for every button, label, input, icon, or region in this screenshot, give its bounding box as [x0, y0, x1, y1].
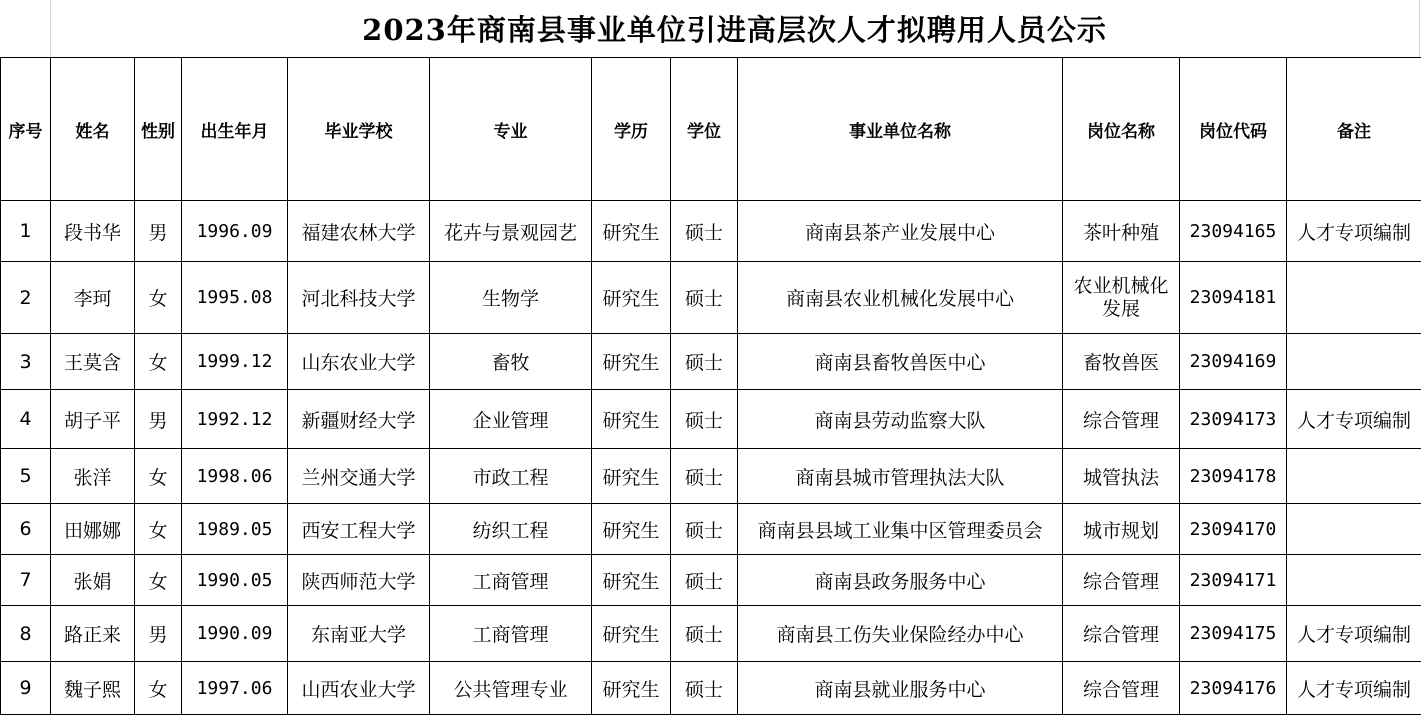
cell-note[interactable]: 人才专项编制: [1287, 201, 1421, 262]
table-row: [1, 504, 1421, 555]
cell-degree[interactable]: 硕士: [671, 334, 738, 390]
cell-seq[interactable]: 7: [1, 555, 51, 606]
cell-education[interactable]: 研究生: [592, 390, 671, 449]
cell-major[interactable]: 生物学: [430, 262, 592, 334]
header-major[interactable]: 专业: [430, 58, 592, 201]
cell-code[interactable]: 23094181: [1180, 262, 1287, 334]
header-gender[interactable]: 性别: [135, 58, 182, 201]
personnel-table: [0, 57, 1421, 715]
cell-birth[interactable]: 1999.12: [182, 334, 288, 390]
cell-major[interactable]: 工商管理: [430, 555, 592, 606]
cell-note[interactable]: [1287, 334, 1421, 390]
cell-school[interactable]: 东南亚大学: [288, 606, 430, 662]
header-unit[interactable]: 事业单位名称: [738, 58, 1063, 201]
header-row: [1, 58, 1421, 201]
cell-seq[interactable]: 2: [1, 262, 51, 334]
cell-note[interactable]: [1287, 504, 1421, 555]
cell-education[interactable]: 研究生: [592, 262, 671, 334]
cell-code[interactable]: 23094170: [1180, 504, 1287, 555]
header-seq[interactable]: 序号: [1, 58, 51, 201]
cell-degree[interactable]: 硕士: [671, 504, 738, 555]
cell-school[interactable]: 兰州交通大学: [288, 449, 430, 504]
cell-code[interactable]: 23094173: [1180, 390, 1287, 449]
cell-post[interactable]: 城管执法: [1063, 449, 1180, 504]
cell-major[interactable]: 市政工程: [430, 449, 592, 504]
cell-unit[interactable]: 商南县农业机械化发展中心: [738, 262, 1063, 334]
cell-note[interactable]: [1287, 262, 1421, 334]
cell-code[interactable]: 23094178: [1180, 449, 1287, 504]
cell-post[interactable]: 茶叶种殖: [1063, 201, 1180, 262]
cell-seq[interactable]: 3: [1, 334, 51, 390]
cell-name[interactable]: 魏子熙: [51, 662, 135, 715]
cell-major[interactable]: 畜牧: [430, 334, 592, 390]
cell-gender[interactable]: 男: [135, 201, 182, 262]
cell-education[interactable]: 研究生: [592, 555, 671, 606]
cell-seq[interactable]: 6: [1, 504, 51, 555]
cell-gender[interactable]: 男: [135, 606, 182, 662]
cell-post[interactable]: 畜牧兽医: [1063, 334, 1180, 390]
cell-school[interactable]: 山东农业大学: [288, 334, 430, 390]
cell-seq[interactable]: 4: [1, 390, 51, 449]
cell-education[interactable]: 研究生: [592, 504, 671, 555]
cell-post[interactable]: 综合管理: [1063, 390, 1180, 449]
table-row: [1, 449, 1421, 504]
table-row: [1, 555, 1421, 606]
cell-birth[interactable]: 1992.12: [182, 390, 288, 449]
cell-gender[interactable]: 女: [135, 262, 182, 334]
cell-degree[interactable]: 硕士: [671, 606, 738, 662]
cell-post[interactable]: 综合管理: [1063, 662, 1180, 715]
header-code[interactable]: 岗位代码: [1180, 58, 1287, 201]
cell-school[interactable]: 福建农林大学: [288, 201, 430, 262]
cell-major[interactable]: 花卉与景观园艺: [430, 201, 592, 262]
cell-degree[interactable]: 硕士: [671, 390, 738, 449]
cell-name[interactable]: 段书华: [51, 201, 135, 262]
cell-birth[interactable]: 1998.06: [182, 449, 288, 504]
cell-degree[interactable]: 硕士: [671, 662, 738, 715]
cell-school[interactable]: 西安工程大学: [288, 504, 430, 555]
cell-note[interactable]: [1287, 555, 1421, 606]
header-degree[interactable]: 学位: [671, 58, 738, 201]
cell-code[interactable]: 23094165: [1180, 201, 1287, 262]
cell-gender[interactable]: 男: [135, 390, 182, 449]
cell-code[interactable]: 23094169: [1180, 334, 1287, 390]
cell-major[interactable]: 工商管理: [430, 606, 592, 662]
cell-major[interactable]: 公共管理专业: [430, 662, 592, 715]
cell-gender[interactable]: 女: [135, 662, 182, 715]
cell-name[interactable]: 张娟: [51, 555, 135, 606]
table-row: [1, 201, 1421, 262]
cell-education[interactable]: 研究生: [592, 662, 671, 715]
cell-school[interactable]: 陕西师范大学: [288, 555, 430, 606]
grid-line: [1419, 0, 1420, 57]
cell-code[interactable]: 23094175: [1180, 606, 1287, 662]
table-row: [1, 334, 1421, 390]
header-post[interactable]: 岗位名称: [1063, 58, 1180, 201]
header-note[interactable]: 备注: [1287, 58, 1421, 201]
cell-school[interactable]: 新疆财经大学: [288, 390, 430, 449]
cell-name[interactable]: 李珂: [51, 262, 135, 334]
cell-seq[interactable]: 1: [1, 201, 51, 262]
cell-unit[interactable]: 商南县城市管理执法大队: [738, 449, 1063, 504]
header-education[interactable]: 学历: [592, 58, 671, 201]
header-birth[interactable]: 出生年月: [182, 58, 288, 201]
cell-education[interactable]: 研究生: [592, 449, 671, 504]
cell-code[interactable]: 23094171: [1180, 555, 1287, 606]
cell-seq[interactable]: 5: [1, 449, 51, 504]
cell-education[interactable]: 研究生: [592, 334, 671, 390]
cell-major[interactable]: 企业管理: [430, 390, 592, 449]
page-title[interactable]: 2023年商南县事业单位引进高层次人才拟聘用人员公示: [50, 0, 1419, 57]
header-school[interactable]: 毕业学校: [288, 58, 430, 201]
table-row: [1, 606, 1421, 662]
cell-name[interactable]: 张洋: [51, 449, 135, 504]
cell-code[interactable]: 23094176: [1180, 662, 1287, 715]
cell-note[interactable]: 人才专项编制: [1287, 662, 1421, 715]
cell-post[interactable]: 城市规划: [1063, 504, 1180, 555]
cell-gender[interactable]: 女: [135, 555, 182, 606]
table-row: [1, 662, 1421, 715]
cell-degree[interactable]: 硕士: [671, 555, 738, 606]
cell-degree[interactable]: 硕士: [671, 449, 738, 504]
cell-seq[interactable]: 8: [1, 606, 51, 662]
cell-unit[interactable]: 商南县畜牧兽医中心: [738, 334, 1063, 390]
cell-birth[interactable]: 1990.09: [182, 606, 288, 662]
cell-unit[interactable]: 商南县劳动监察大队: [738, 390, 1063, 449]
cell-name[interactable]: 田娜娜: [51, 504, 135, 555]
cell-gender[interactable]: 女: [135, 449, 182, 504]
cell-birth[interactable]: 1996.09: [182, 201, 288, 262]
cell-school[interactable]: 山西农业大学: [288, 662, 430, 715]
cell-major[interactable]: 纺织工程: [430, 504, 592, 555]
cell-unit[interactable]: 商南县工伤失业保险经办中心: [738, 606, 1063, 662]
cell-note[interactable]: 人才专项编制: [1287, 606, 1421, 662]
cell-unit[interactable]: 商南县就业服务中心: [738, 662, 1063, 715]
cell-unit[interactable]: 商南县政务服务中心: [738, 555, 1063, 606]
cell-note[interactable]: [1287, 449, 1421, 504]
cell-birth[interactable]: 1990.05: [182, 555, 288, 606]
cell-education[interactable]: 研究生: [592, 201, 671, 262]
cell-name[interactable]: 路正来: [51, 606, 135, 662]
cell-seq[interactable]: 9: [1, 662, 51, 715]
cell-gender[interactable]: 女: [135, 334, 182, 390]
table-row: [1, 390, 1421, 449]
cell-post[interactable]: 综合管理: [1063, 555, 1180, 606]
table-row: [1, 262, 1421, 334]
cell-gender[interactable]: 女: [135, 504, 182, 555]
cell-name[interactable]: 胡子平: [51, 390, 135, 449]
cell-unit[interactable]: 商南县县域工业集中区管理委员会: [738, 504, 1063, 555]
cell-degree[interactable]: 硕士: [671, 262, 738, 334]
cell-note[interactable]: 人才专项编制: [1287, 390, 1421, 449]
cell-birth[interactable]: 1997.06: [182, 662, 288, 715]
cell-post[interactable]: 农业机械化发展: [1063, 262, 1180, 334]
cell-birth[interactable]: 1995.08: [182, 262, 288, 334]
cell-name[interactable]: 王莫含: [51, 334, 135, 390]
header-name[interactable]: 姓名: [51, 58, 135, 201]
cell-birth[interactable]: 1989.05: [182, 504, 288, 555]
cell-education[interactable]: 研究生: [592, 606, 671, 662]
cell-post[interactable]: 综合管理: [1063, 606, 1180, 662]
cell-school[interactable]: 河北科技大学: [288, 262, 430, 334]
cell-unit[interactable]: 商南县茶产业发展中心: [738, 201, 1063, 262]
cell-degree[interactable]: 硕士: [671, 201, 738, 262]
